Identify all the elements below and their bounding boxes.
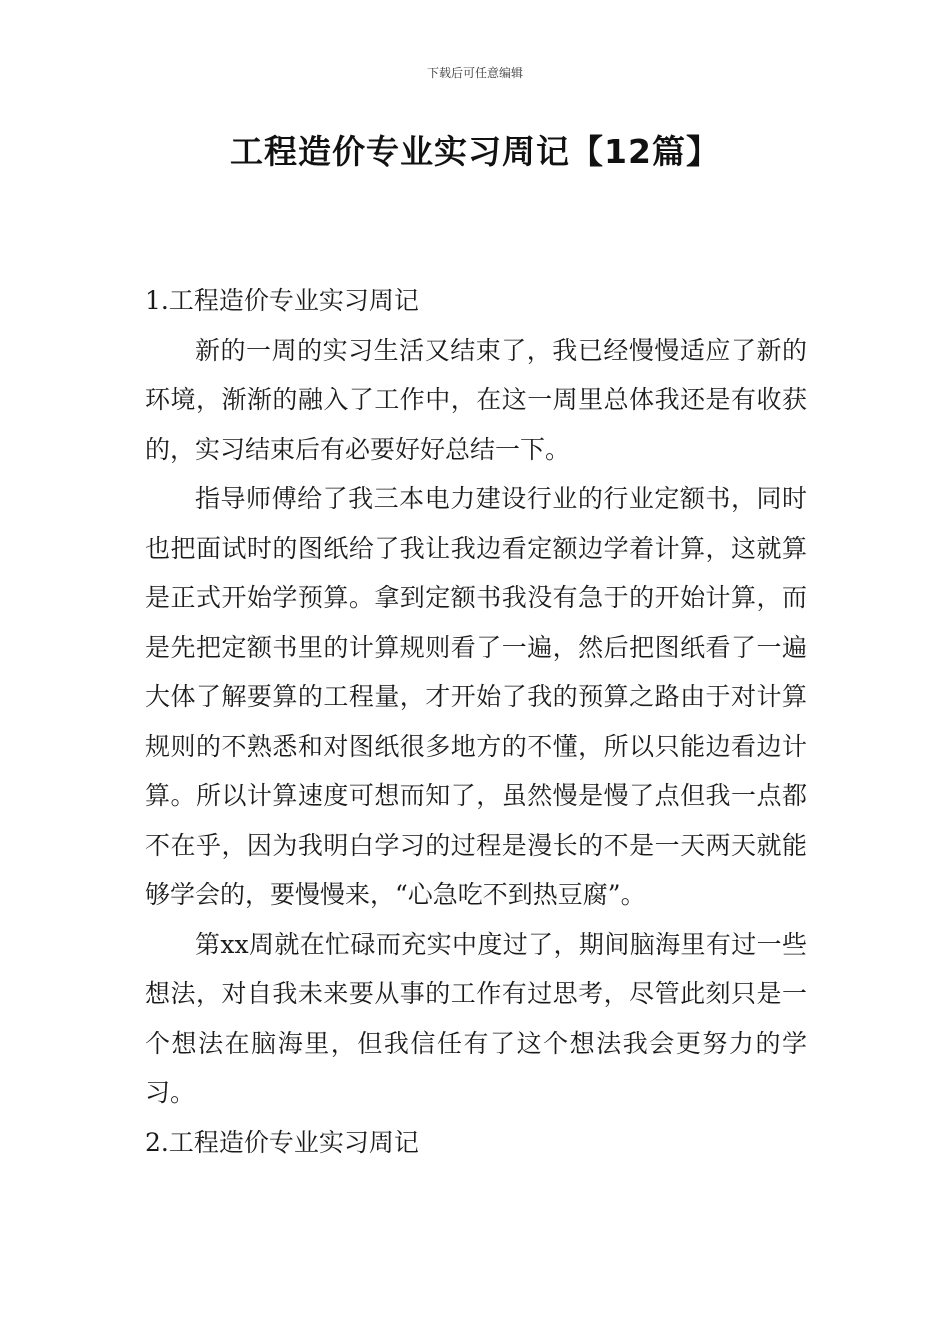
document-title: 工程造价专业实习周记【12篇】 — [230, 132, 720, 171]
document-body — [145, 276, 807, 1167]
section-heading: 2.工程造价专业实习周记 — [145, 1127, 419, 1157]
section-heading: 1.工程造价专业实习周记 — [145, 286, 419, 315]
body-paragraph: 新的一周的实习生活又结束了，我已经慢慢适应了新的环境，渐渐的融入了工作中，在这一周里总体我还是有收获的，实习结束后有必要好好总结一下。 — [145, 335, 807, 464]
download-note: 下载后可任意编辑 — [426, 66, 523, 80]
body-paragraph: 第xx周就在忙碌而充实中度过了，期间脑海里有过一些想法，对自我未来要从事的工作有过思考，尽管此刻只是一个想法在脑海里，但我信任有了这个想法我会更努力的学习。 — [145, 929, 807, 1107]
body-paragraph: 指导师傅给了我三本电力建设行业的行业定额书，同时也把面试时的图纸给了我让我边看定额边学着计算，这就算是正式开始学预算。拿到定额书我没有急于的开始计算，而是先把定额书里的计算规则看了一遍，然后把图纸看了一遍大体了解要算的工程量，才开始了我的预算之路由于对计算规则的不熟悉和对图纸很多地方的不懂，所以只能边看边计算。所以计算速度可想而知了，虽然慢是慢了点但我一点都不在乎，因为我明白学习的过程是漫长的不是一天两天就能够学会的，要慢慢来，“心急吃不到热豆腐”。 — [145, 484, 807, 909]
